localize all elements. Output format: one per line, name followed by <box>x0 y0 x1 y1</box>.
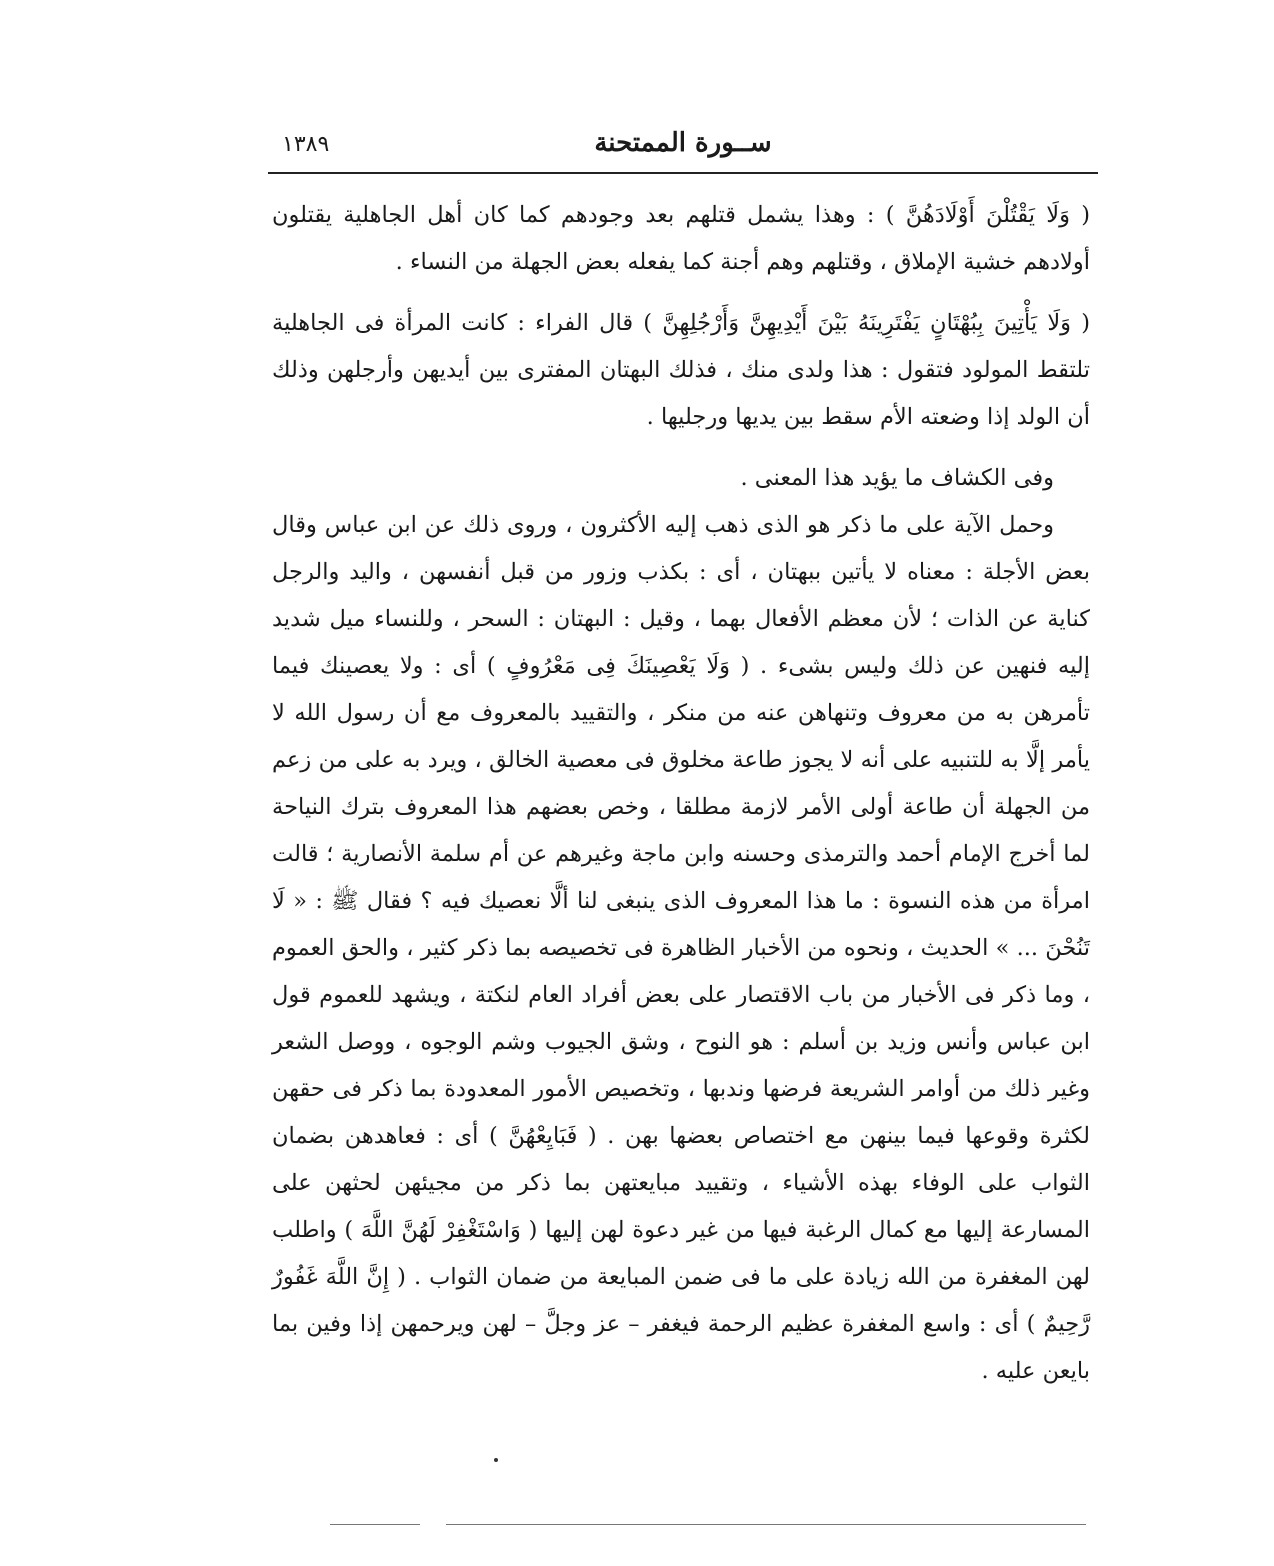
header-rule <box>268 172 1098 174</box>
page-number: ١٣٨٩ <box>282 132 330 157</box>
end-mark <box>494 1458 498 1462</box>
footer-rule-left <box>330 1524 420 1525</box>
paragraph: ( وَلَا يَأْتِينَ بِبُهْتَانٍ يَفْتَرِينَهُ بَيْنَ أَيْدِيهِنَّ وَأَرْجُلِهِنَّ ) قال الفراء : كانت المرأة فى الجاهلية تلتقط المولود فتقول : هذا ولدى منك ، فذلك البهتان المفترى بين أيديهن وأرجلهن وذلك أن الولد إذا وضعته الأم سقط بين يديها ورجليها . <box>272 310 1090 430</box>
paragraph: وفى الكشاف ما يؤيد هذا المعنى . <box>740 465 1054 491</box>
page-header <box>268 118 1098 174</box>
surah-title: ســورة الممتحنة <box>594 128 772 158</box>
footer-rule-right <box>446 1524 1086 1525</box>
paragraph: ( وَلَا يَقْتُلْنَ أَوْلَادَهُنَّ ) : وهذا يشمل قتلهم بعد وجودهم كما كان أهل الجاهلية يقتلون أولادهم خشية الإملاق ، وقتلهم وهم أجنة كما يفعله بعض الجهلة من النساء . <box>272 202 1090 275</box>
page-body <box>272 192 1090 1395</box>
paragraph: وحمل الآية على ما ذكر هو الذى ذهب إليه الأكثرون ، وروى ذلك عن ابن عباس وقال بعض الأجلة : معناه لا يأتين ببهتان ، أى : بكذب وزور من قبل أنفسهن ، واليد والرجل كناية عن الذات ؛ لأن معظم الأفعال بهما ، وقيل : البهتان : السحر ، وللنساء ميل شديد إليه فنهين عن ذلك وليس بشىء . ( وَلَا يَعْصِينَكَ فِى مَعْرُوفٍ ) أى : ولا يعصينك فيما تأمرهن به من معروف وتنهاهن عنه من منكر ، والتقييد بالمعروف مع أن رسول الله لا يأمر إلَّا به للتنبيه على أنه لا يجوز طاعة مخلوق فى معصية الخالق ، ويرد به على من زعم من الجهلة أن طاعة أولى الأمر لازمة مطلقا ، وخص بعضهم هذا المعروف بترك النياحة لما أخرج الإمام أحمد والترمذى وحسنه وابن ماجة وغيرهم عن أم سلمة الأنصارية ؛ قالت امرأة من هذه النسوة : ما هذا المعروف الذى ينبغى لنا ألَّا نعصيك فيه ؟ فقال ﷺ : « لَا تَنُحْنَ ... » الحديث ، ونحوه من الأخبار الظاهرة فى تخصيصه بما ذكر كثير ، والحق العموم ، وما ذكر فى الأخبار من باب الاقتصار على بعض أفراد العام لنكتة ، ويشهد للعموم قول ابن عباس وأنس وزيد بن أسلم : هو النوح ، وشق الجيوب وشم الوجوه ، ووصل الشعر وغير ذلك من أوامر الشريعة فرضها وندبها ، وتخصيص الأمور المعدودة بما ذكر فى حقهن لكثرة وقوعها فيما بينهن مع اختصاص بعضها بهن . ( فَبَايِعْهُنَّ ) أى : فعاهدهن بضمان الثواب على الوفاء بهذه الأشياء ، وتقييد مبايعتهن بما ذكر من مجيئهن لحثهن على المسارعة إليها مع كمال الرغبة فيها من غير دعوة لهن إليها ( وَاسْتَغْفِرْ لَهُنَّ اللَّهَ ) واطلب لهن المغفرة من الله زيادة على ما فى ضمن المبايعة من ضمان الثواب . ( إِنَّ اللَّهَ غَفُورٌ رَّحِيمٌ ) أى : واسع المغفرة عظيم الرحمة فيغفر – عز وجلَّ – لهن ويرحمهن إذا وفين بما بايعن عليه . <box>272 512 1090 1384</box>
